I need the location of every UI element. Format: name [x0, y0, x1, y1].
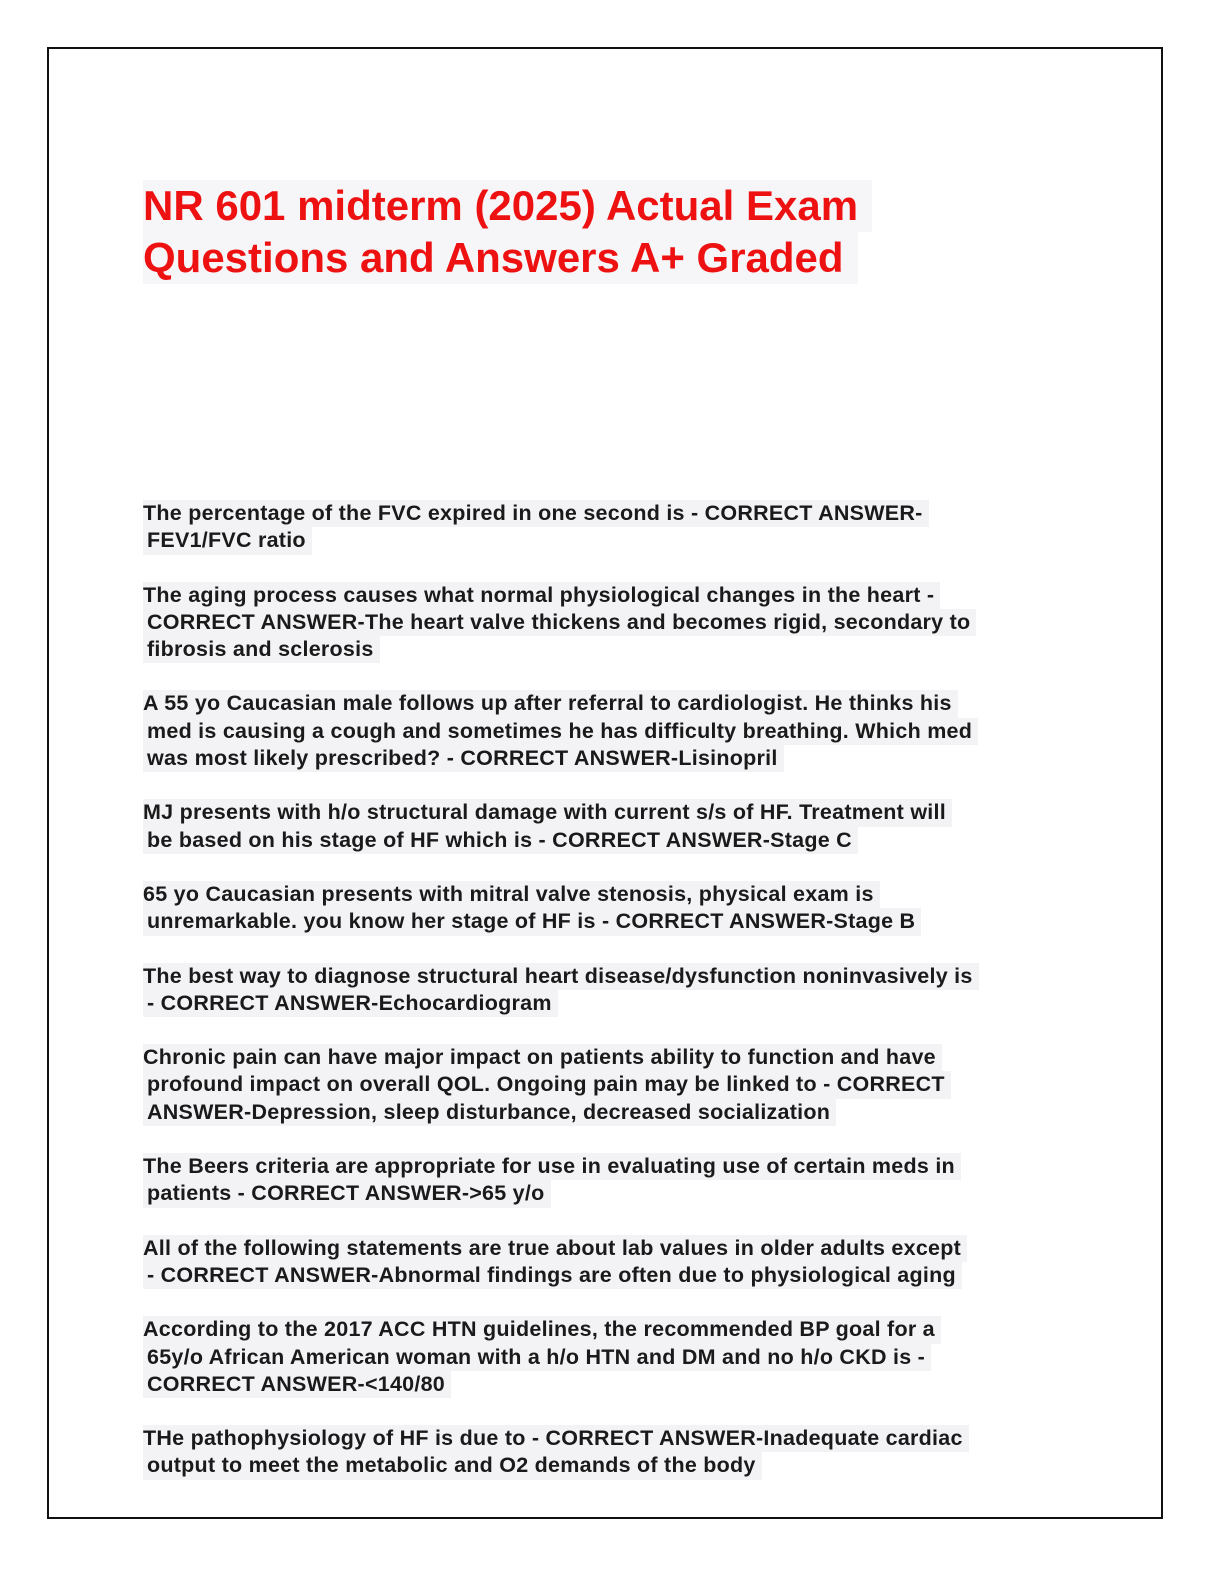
answer-text-line: CORRECT ANSWER-The heart valve thickens and becomes rigid, secondary to: [143, 609, 976, 636]
qa-item: [143, 582, 1073, 664]
question-text-line: MJ presents with h/o structural damage with current s/s of HF. Treatment will: [143, 799, 952, 826]
qa-item: [143, 799, 1073, 854]
question-text-line: According to the 2017 ACC HTN guidelines, the recommended BP goal for a: [143, 1316, 941, 1343]
title-line-2: Questions and Answers A+ Graded: [143, 232, 858, 284]
question-text-line: The Beers criteria are appropriate for use in evaluating use of certain meds in: [143, 1153, 961, 1180]
qa-item: [143, 881, 1073, 936]
answer-text-line: CORRECT ANSWER-<140/80: [143, 1371, 451, 1398]
question-text-line: The aging process causes what normal physiological changes in the heart -: [143, 582, 940, 609]
answer-text-line: fibrosis and sclerosis: [143, 636, 380, 663]
answer-text-line: 65y/o African American woman with a h/o HTN and DM and no h/o CKD is -: [143, 1344, 931, 1371]
qa-item: [143, 1044, 1073, 1126]
document-title: [143, 180, 933, 284]
answer-text-line: ANSWER-Depression, sleep disturbance, decreased socialization: [143, 1099, 836, 1126]
answer-text-line: unremarkable. you know her stage of HF is - CORRECT ANSWER-Stage B: [143, 908, 921, 935]
qa-list: [143, 500, 1073, 1507]
answer-text-line: output to meet the metabolic and O2 demands of the body: [143, 1452, 762, 1479]
answer-text-line: med is causing a cough and sometimes he has difficulty breathing. Which med: [143, 718, 978, 745]
answer-text-line: profound impact on overall QOL. Ongoing pain may be linked to - CORRECT: [143, 1071, 951, 1098]
answer-text-line: was most likely prescribed? - CORRECT ANSWER-Lisinopril: [143, 745, 784, 772]
qa-item: [143, 500, 1073, 555]
question-text-line: 65 yo Caucasian presents with mitral valve stenosis, physical exam is: [143, 881, 880, 908]
qa-item: [143, 690, 1073, 772]
title-line-1: NR 601 midterm (2025) Actual Exam: [143, 180, 872, 232]
qa-item: [143, 1235, 1073, 1290]
qa-item: [143, 1425, 1073, 1480]
question-text-line: A 55 yo Caucasian male follows up after referral to cardiologist. He thinks his: [143, 690, 958, 717]
answer-text-line: patients - CORRECT ANSWER->65 y/o: [143, 1180, 551, 1207]
qa-item: [143, 1153, 1073, 1208]
answer-text-line: - CORRECT ANSWER-Echocardiogram: [143, 990, 558, 1017]
question-text-line: THe pathophysiology of HF is due to - CORRECT ANSWER-Inadequate cardiac: [143, 1425, 969, 1452]
question-text-line: The best way to diagnose structural heart disease/dysfunction noninvasively is: [143, 963, 979, 990]
question-text-line: The percentage of the FVC expired in one second is - CORRECT ANSWER-: [143, 500, 929, 527]
answer-text-line: be based on his stage of HF which is - CORRECT ANSWER-Stage C: [143, 827, 858, 854]
answer-text-line: FEV1/FVC ratio: [143, 527, 312, 554]
question-text-line: All of the following statements are true about lab values in older adults except: [143, 1235, 967, 1262]
answer-text-line: - CORRECT ANSWER-Abnormal findings are often due to physiological aging: [143, 1262, 962, 1289]
qa-item: [143, 1316, 1073, 1398]
question-text-line: Chronic pain can have major impact on patients ability to function and have: [143, 1044, 942, 1071]
qa-item: [143, 963, 1073, 1018]
